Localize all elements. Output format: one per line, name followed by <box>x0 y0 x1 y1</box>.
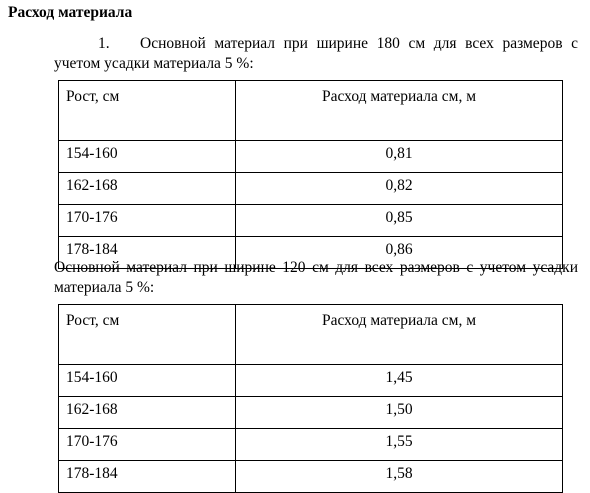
table-row <box>59 461 563 493</box>
cell-height: 162-168 <box>59 173 236 205</box>
cell-consumption: 1,55 <box>236 429 563 461</box>
cell-height: 170-176 <box>59 429 236 461</box>
header-height: Рост, см <box>59 305 236 365</box>
header-consumption: Расход материала см, м <box>236 305 563 365</box>
cell-height: 162-168 <box>59 397 236 429</box>
cell-height: 178-184 <box>59 237 236 269</box>
table-header-row <box>59 305 563 365</box>
consumption-table-180 <box>58 80 563 269</box>
cell-consumption: 1,58 <box>236 461 563 493</box>
cell-height: 154-160 <box>59 141 236 173</box>
cell-consumption: 0,81 <box>236 141 563 173</box>
cell-height: 178-184 <box>59 461 236 493</box>
paragraph-text: Основной материал при ширине 180 см для всех размеров с учетом усадки материала 5 %: <box>54 35 578 72</box>
cell-consumption: 1,45 <box>236 365 563 397</box>
table-row <box>59 141 563 173</box>
header-consumption: Расход материала см, м <box>236 81 563 141</box>
section-heading: Расход материала <box>8 4 133 21</box>
table-row <box>59 365 563 397</box>
consumption-table-120 <box>58 304 563 493</box>
cell-height: 154-160 <box>59 365 236 397</box>
table-row <box>59 173 563 205</box>
table-row <box>59 429 563 461</box>
list-number: 1. <box>98 35 110 52</box>
header-height: Рост, см <box>59 81 236 141</box>
cell-consumption: 0,85 <box>236 205 563 237</box>
table-row <box>59 205 563 237</box>
cell-consumption: 0,86 <box>236 237 563 269</box>
table-header-row <box>59 81 563 141</box>
table-row <box>59 397 563 429</box>
paragraph-wide-fabric <box>54 34 578 74</box>
cell-consumption: 0,82 <box>236 173 563 205</box>
paragraph-narrow-fabric: Основной материал при ширине 120 см для всех размеров с учетом усадки материала 5 %: <box>54 259 578 296</box>
cell-height: 170-176 <box>59 205 236 237</box>
cell-consumption: 1,50 <box>236 397 563 429</box>
